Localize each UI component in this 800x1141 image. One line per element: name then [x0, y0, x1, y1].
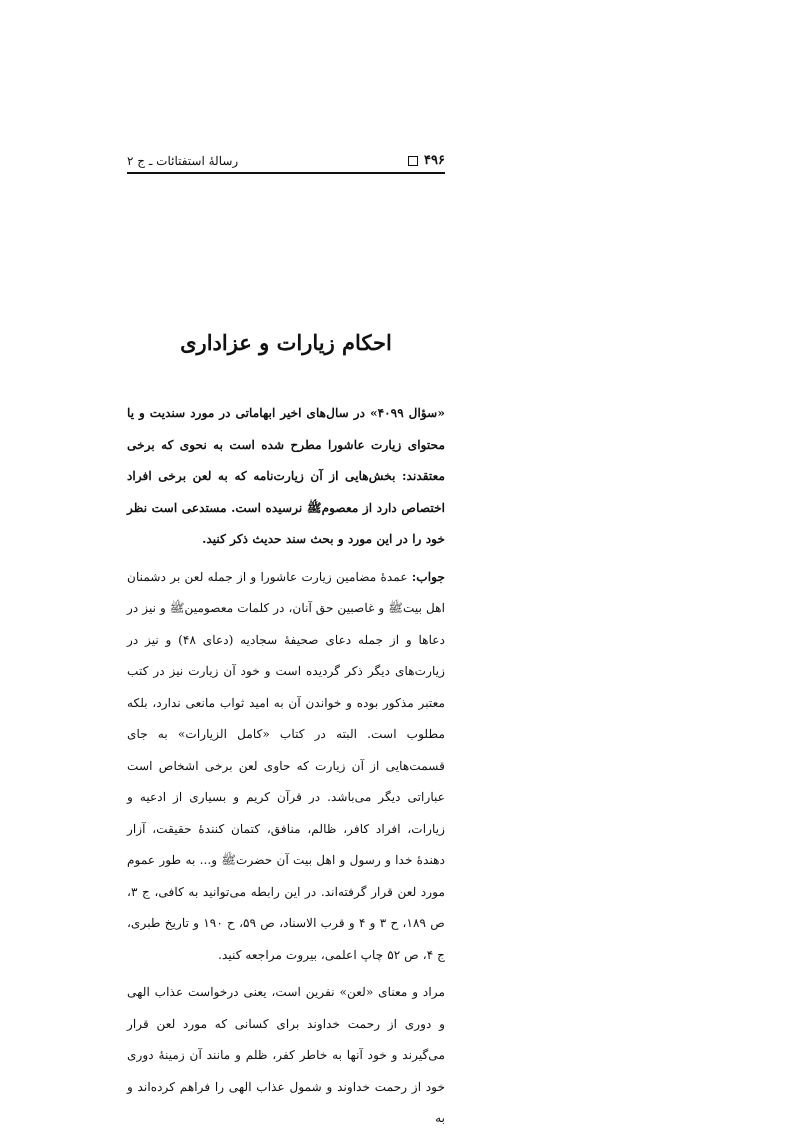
- answer-text: عمدهٔ مضامین زیارت عاشورا و از جمله لعن بر دشمنان اهل بیت‌ﷺ و غاصبین حق آنان، در کلمات معصومین‌ﷺ و نیز در دعاها و از جمله دعای صحیفهٔ سجادیه (دعای ۴۸) و نیز در زیارت‌های دیگر ذکر گردیده است و خود آن زیارت نیز در کتب معتبر مذکور بوده و خواندن آن به امید ثواب مانعی ندارد، بلکه مطلوب است. البته در کتاب «کامل الزیارات» به جای قسمت‌هایی از آن زیارت که حاوی لعن برخی اشخاص است عباراتی دیگر می‌باشد. در قرآن کریم و بسیاری از ادعیه و زیارات، افراد کافر، ظالم، منافق، کتمان کنندهٔ حقیقت، آزار دهندهٔ خدا و رسول و اهل بیت آن حضرت‌ﷺ و... به طور عموم مورد لعن قرار گرفته‌اند. در این رابطه می‌توانید به کافی، ج ۳، ص ۱۸۹، ح ۳ و ۴ و قرب الاسناد، ص ۵۹، ح ۱۹۰ و تاریخ طبری، ج ۴، ص ۵۲ چاپ اعلمی، بیروت مراجعه کنید.: [127, 569, 445, 962]
- question-paragraph: «سؤال ۴۰۹۹» در سال‌های اخیر ابهاماتی در مورد سندیت و یا محتوای زیارت عاشورا مطرح شده است به نحوی که برخی معتقدند: بخش‌هایی از آن زیارت‌نامه که به لعن برخی افراد اختصاص دارد از معصوم‌ﷺ نرسیده است. مستدعی است نظر خود را در این مورد و بحث سند حدیث ذکر کنید.: [127, 406, 446, 546]
- page-number: ۴۹۶: [424, 153, 445, 168]
- body-text: [127, 398, 445, 1141]
- explanation-paragraph: مراد و معنای «لعن» نفرین است، یعنی درخواست عذاب الهی و دوری از رحمت خداوند برای کسانی که مورد لعن قرار می‌گیرند و خود آنها به خاطر کفر، ظلم و مانند آن زمینهٔ دوری خود از رحمت خداوند و شمول عذاب الهی را فراهم کرده‌اند و به: [127, 985, 445, 1125]
- square-bullet-icon: [408, 156, 418, 166]
- answer-paragraph: [127, 562, 445, 972]
- answer-label: جواب:: [411, 569, 445, 584]
- page-number-group: [408, 153, 445, 168]
- chapter-title: احکام زیارات و عزاداری: [180, 330, 392, 355]
- book-title: رسالهٔ استفتائات ـ ج ۲: [127, 154, 239, 168]
- running-header: [127, 148, 445, 174]
